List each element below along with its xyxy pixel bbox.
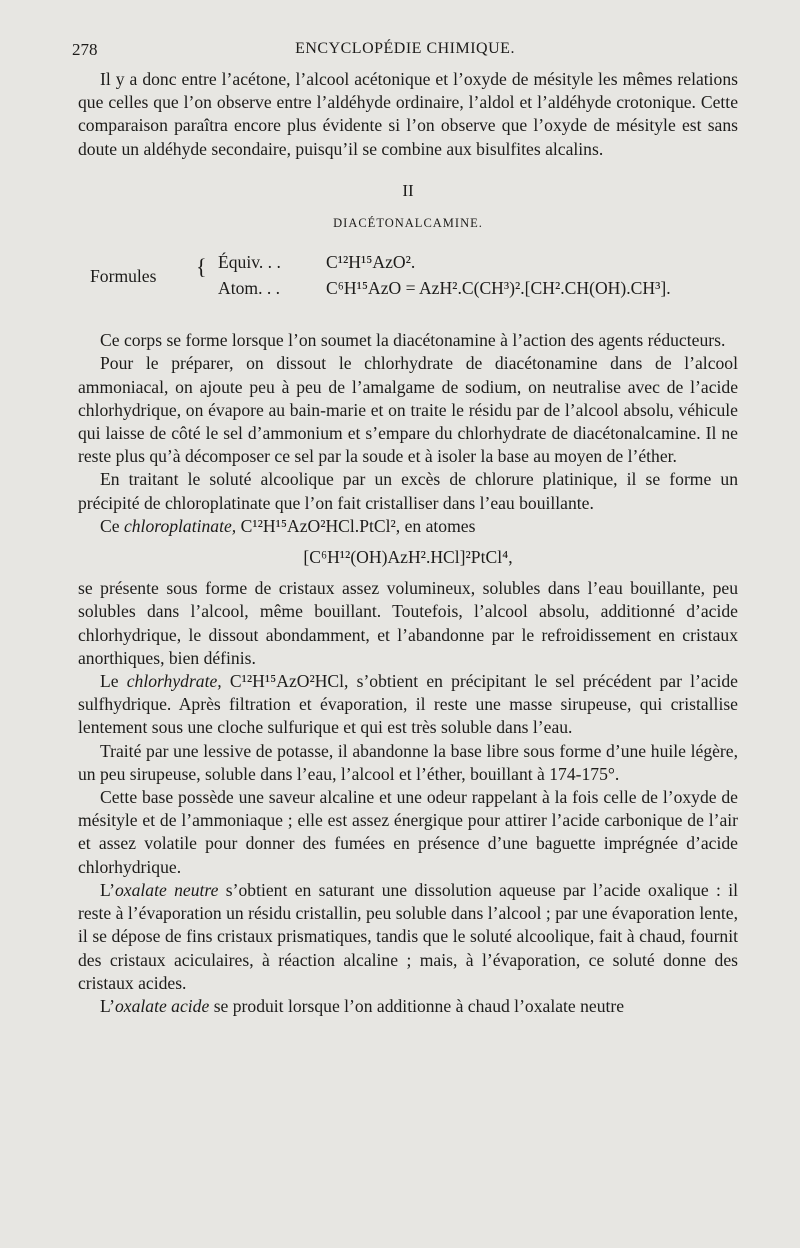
paragraph-8: Traité par une lessive de potasse, il abandonne la base libre sous forme d’une huile légère, un peu sirupeuse, soluble dans l’eau, l’alcool et l’éther, bouillant à 174-175°. xyxy=(78,740,738,784)
paragraph-2: Ce corps se forme lorsque l’on soumet la diacétonamine à l’action des agents réducteurs. xyxy=(100,330,726,351)
paragraph-11 xyxy=(78,995,738,1018)
paragraph-10 xyxy=(78,879,738,995)
atom-formula: C⁶H¹⁵AzO = AzH².C(CH³)².[CH².CH(OH).CH³]. xyxy=(326,278,671,299)
oxalate-neutre-term: oxalate neutre xyxy=(115,879,219,900)
paragraph-1: Il y a donc entre l’acétone, l’alcool acétonique et l’oxyde de mésityle les mêmes relations que celles que l’on observe entre l’aldéhyde ordinaire, l’aldol et l’aldéhyde crotonique. Cette comparaison paraîtra encore plus évidente si l’on observe que l’oxyde de mésityle est sans doute un aldéhyde secondaire, puisqu’il se combine aux bisulfites alcalins. xyxy=(78,69,738,159)
p10-post: s’obtient en saturant une dissolution aqueuse par l’acide oxalique : il reste à l’évaporation un résidu cristallin, peu soluble dans l’alcool ; par une évaporation lente, il se dépose de fins cristaux prismatiques, tandis que le soluté alcoolique, fait à chaud, fournit des cristaux aciculaires, à réaction alcaline ; mais, à l’évaporation, ce soluté donne des cristaux acides. xyxy=(78,879,738,993)
paragraph-3: Pour le préparer, on dissout le chlorhydrate de diacétonamine dans de l’alcool ammoniacal, on ajoute peu à peu de l’amalgame de sodium, on neutralise avec de l’acide chlorhydrique, on évapore au bain-marie et on traite le résidu par de l’alcool absolu, véhicule qui laisse de côté le sel d’ammonium et s’empare du chlorhydrate de diacétonalcamine. Il ne reste plus qu’à décomposer ce sel par la soude et à isoler la base au moyen de l’éther. xyxy=(78,353,738,467)
section-title: DIACÉTONALCAMINE. xyxy=(333,216,483,231)
p5-pre: Ce xyxy=(100,515,124,536)
formulas-block xyxy=(78,249,738,307)
formulas-label: Formules xyxy=(90,266,157,287)
p7-pre: Le xyxy=(100,671,127,692)
p11-post: se produit lorsque l’on additionne à chaud l’oxalate neutre xyxy=(209,995,625,1016)
page-body xyxy=(78,68,738,1018)
brace-icon: { xyxy=(196,254,207,280)
p5-post: C¹²H¹⁵AzO²HCl.PtCl², en atomes xyxy=(236,515,476,536)
running-title: ENCYCLOPÉDIE CHIMIQUE. xyxy=(295,40,515,57)
paragraph-6: se présente sous forme de cristaux assez volumineux, solubles dans l’eau bouillante, peu solubles dans l’alcool, même bouillant. Toutefois, l’alcool absolu, additionné d’acide chlorhydrique, le dissout abondamment, et l’abandonne par le refroidissement en cristaux anorthiques, bien définis. xyxy=(78,578,738,668)
page-header xyxy=(72,40,738,64)
page-number: 278 xyxy=(72,40,98,59)
paragraph-7 xyxy=(78,670,738,740)
equiv-formula: C¹²H¹⁵AzO². xyxy=(326,252,416,273)
paragraph-4: En traitant le soluté alcoolique par un excès de chlorure platinique, il se forme un précipité de chloroplatinate que l’on fait cristalliser dans l’eau bouillante. xyxy=(78,469,738,513)
atom-label: Atom. . . xyxy=(218,278,281,299)
p11-pre: L’ xyxy=(100,995,115,1016)
section-number: II xyxy=(402,180,414,200)
paragraph-5 xyxy=(78,515,738,538)
equiv-label: Équiv. . . xyxy=(218,252,281,273)
p10-pre: L’ xyxy=(100,879,115,900)
chloroplatinate-formula: [C⁶H¹²(OH)AzH².HCl]²PtCl⁴, xyxy=(303,547,513,568)
p7-post: C¹²H¹⁵AzO²HCl, s’obtient en précipitant le sel précédent par l’acide sulfhydrique. Après filtration et évaporation, il reste une masse sirupeuse, qui cristallise lentement sous une cloche sulfurique et qui est très soluble dans l’eau. xyxy=(78,671,738,738)
oxalate-acide-term: oxalate acide xyxy=(115,995,210,1016)
chloroplatinate-term: chloroplatinate, xyxy=(123,515,237,536)
paragraph-9: Cette base possède une saveur alcaline et une odeur rappelant à la fois celle de l’oxyde de mésityle et de l’ammoniaque ; elle est assez énergique pour attirer l’acide carbonique de l’air et assez volatile pour donner des fumées en présence d’une baguette imprégnée d’acide chlorhydrique. xyxy=(78,787,738,877)
chlorhydrate-term: chlorhydrate, xyxy=(126,671,222,692)
